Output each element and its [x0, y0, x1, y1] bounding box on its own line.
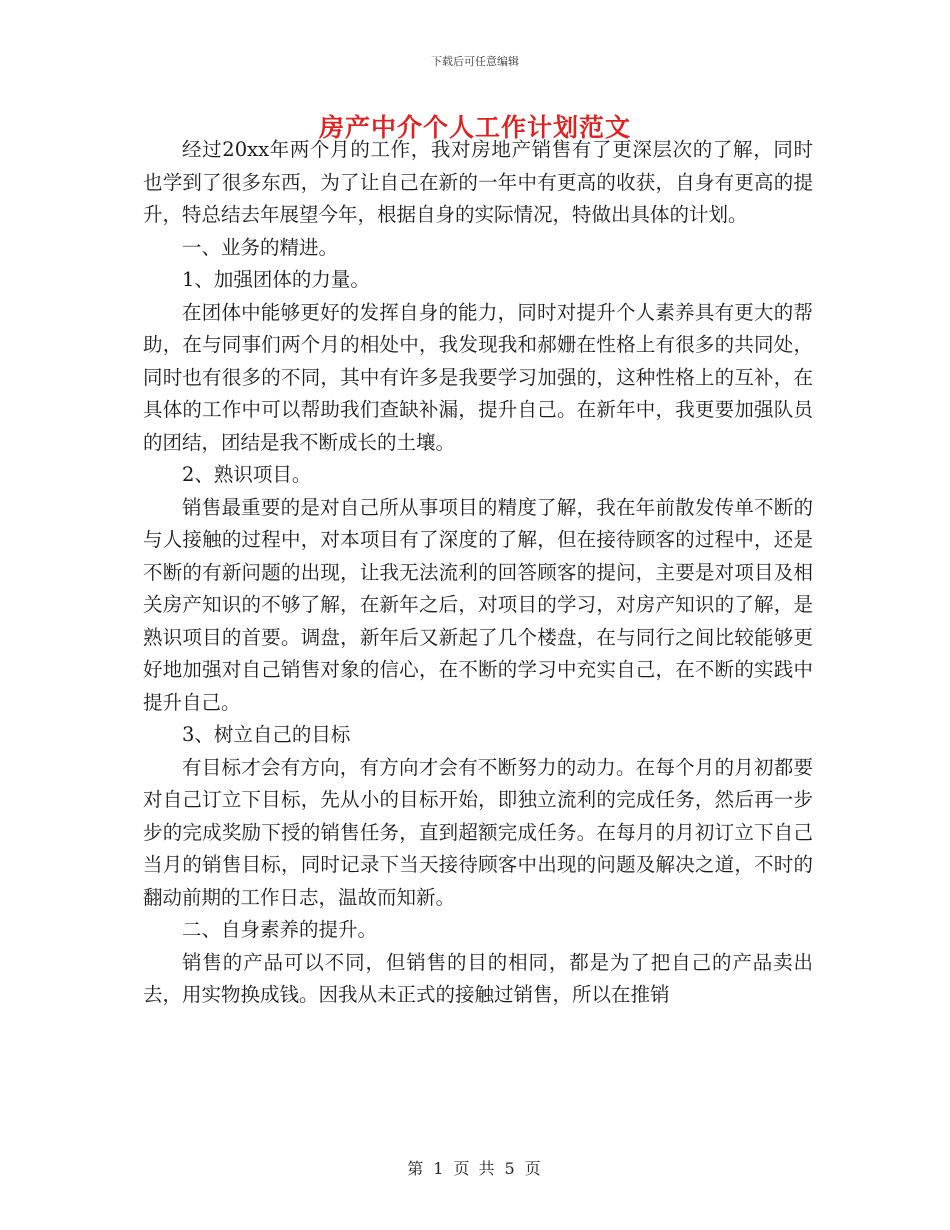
page-label-prefix: 第	[407, 1159, 426, 1178]
paragraph-project: 销售最重要的是对自己所从事项目的精度了解，我在年前散发传单不断的与人接触的过程中，对本项目有了深度的了解，但在接待顾客的过程中，还是不断的有新问题的出现，让我无法流利的回答顾客的提问，主要是对项目及相关房产知识的不够了解，在新年之后，对项目的学习，对房产知识的了解，是熟识项目的首要。调盘，新年后又新起了几个楼盘，在与同行之间比较能够更好地加强对自己销售对象的信心，在不断的学习中充实自己，在不断的实践中提升自己。	[143, 495, 813, 714]
paragraph-sales: 销售的产品可以不同，但销售的目的相同，都是为了把自己的产品卖出去，用实物换成钱。因我从未正式的接触过销售，所以在推销	[143, 950, 813, 1006]
header-note: 下载后可任意编辑	[431, 55, 519, 68]
subheading-set-goals: 3、树立自己的目标	[182, 723, 351, 746]
total-pages-number: 5	[504, 1159, 517, 1178]
current-page-number: 1	[433, 1159, 446, 1178]
page-footer	[0, 1156, 950, 1179]
page-label-suffix: 页	[524, 1159, 543, 1178]
document-title: 房产中介个人工作计划范文	[318, 113, 631, 142]
page-label-middle: 页 共	[453, 1159, 497, 1178]
subheading-know-project: 2、熟识项目。	[182, 463, 312, 486]
paragraph-intro: 经过20xx年两个月的工作，我对房地产销售有了更深层次的了解，同时也学到了很多东西，为了让自己在新的一年中有更高的收获，自身有更高的提升，特总结去年展望今年，根据自身的实际情况，特做出具体的计划。	[143, 138, 813, 226]
paragraph-goals: 有目标才会有方向，有方向才会有不断努力的动力。在每个月的月初都要对自己订立下目标，先从小的目标开始，即独立流利的完成任务，然后再一步步的完成奖励下授的销售任务，直到超额完成任务。在每月的月初订立下自己当月的销售目标，同时记录下当天接待顾客中出现的问题及解决之道，不时的翻动前期的工作日志，温故而知新。	[143, 755, 813, 909]
paragraph-team: 在团体中能够更好的发挥自身的能力，同时对提升个人素养具有更大的帮助，在与同事们两个月的相处中，我发现我和郝姗在性格上有很多的共同处，同时也有很多的不同，其中有许多是我要学习加强的，这种性格上的互补，在具体的工作中可以帮助我们查缺补漏，提升自己。在新年中，我更要加强队员的团结，团结是我不断成长的土壤。	[143, 300, 813, 454]
document-body	[143, 134, 813, 1012]
heading-self-improvement: 二、自身素养的提升。	[182, 918, 378, 941]
subheading-team-strength: 1、加强团体的力量。	[182, 268, 370, 291]
heading-business-improvement: 一、业务的精进。	[182, 235, 339, 259]
